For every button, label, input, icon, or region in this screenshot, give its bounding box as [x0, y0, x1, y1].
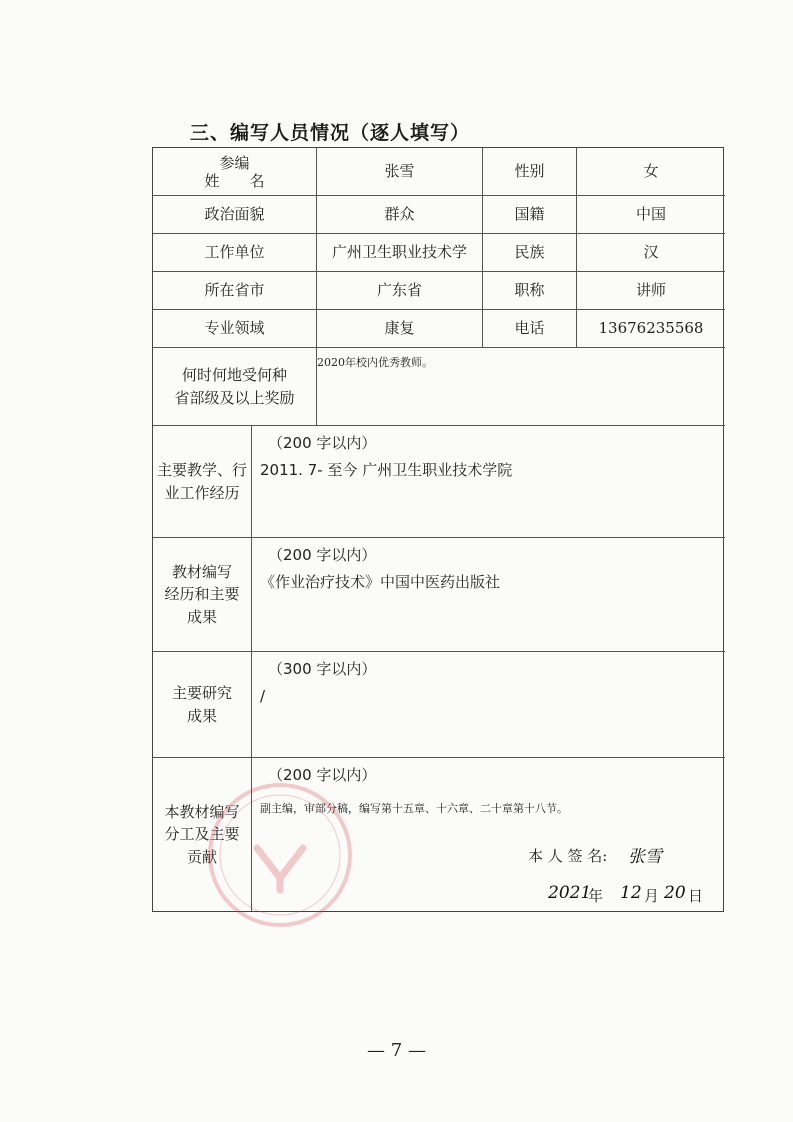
research-hint: （300 字以内）: [268, 660, 377, 678]
phone-value: 13676235568: [577, 310, 725, 348]
title-value: 讲师: [577, 272, 725, 310]
signature-day: 20: [664, 883, 686, 903]
personnel-table: [152, 147, 724, 912]
signature-year-char: 年: [588, 887, 604, 905]
awards-label-line1: 何时何地受何种: [181, 366, 287, 384]
textbook-label-line2: 经历和主要: [164, 585, 240, 604]
gender-value: 女: [577, 148, 725, 196]
experience-label-line1: 主要教学、行: [156, 461, 247, 479]
textbook-label-cell: [153, 538, 252, 652]
contribution-label-line1: 本教材编写: [164, 802, 240, 821]
textbook-hint: （200 字以内）: [268, 546, 377, 564]
nationality-label: 国籍: [483, 196, 577, 234]
research-label-cell: [153, 652, 252, 758]
contribution-label-line3: 贡献: [186, 847, 217, 866]
awards-value: 2020年校内优秀教师。: [317, 356, 433, 369]
signature-day-char: 日: [688, 887, 704, 905]
experience-value: 2011. 7- 至今 广州卫生职业技术学院: [260, 460, 513, 479]
contribution-label-line2: 分工及主要: [164, 825, 240, 844]
experience-value-cell: [252, 426, 725, 538]
nationality-value: 中国: [577, 196, 725, 234]
textbook-label-line3: 成果: [186, 607, 217, 626]
political-value: 群众: [317, 196, 483, 234]
political-label: 政治面貌: [153, 196, 317, 234]
province-value: 广东省: [317, 272, 483, 310]
contribution-hint: （200 字以内）: [268, 766, 377, 784]
experience-hint: （200 字以内）: [268, 434, 377, 452]
signature-month-char: 月: [644, 887, 660, 905]
name-value: 张雪: [317, 148, 483, 196]
textbook-value: 《作业治疗技术》中国中医药出版社: [260, 572, 501, 591]
textbook-value-cell: [252, 538, 725, 652]
research-label-line1: 主要研究: [171, 684, 232, 702]
contribution-label-cell: [153, 758, 252, 911]
name-label-cell: [153, 148, 317, 196]
experience-label-line2: 业工作经历: [164, 483, 240, 502]
ethnicity-label: 民族: [483, 234, 577, 272]
textbook-label-line1: 教材编写: [171, 562, 232, 581]
province-label: 所在省市: [153, 272, 317, 310]
field-value: 康复: [317, 310, 483, 348]
workplace-label: 工作单位: [153, 234, 317, 272]
page-number: — 7 —: [367, 1040, 426, 1061]
awards-label-line2: 省部级及以上奖励: [174, 388, 295, 407]
research-label-line2: 成果: [186, 706, 217, 725]
section-heading: 三、编写人员情况（逐人填写）: [190, 122, 471, 144]
workplace-value: 广州卫生职业技术学: [317, 234, 483, 272]
awards-value-cell: [317, 348, 725, 426]
signature-month: 12: [620, 883, 642, 903]
signature-name: 张雪: [628, 847, 662, 867]
awards-label-cell: [153, 348, 317, 426]
research-value: /: [260, 686, 266, 705]
ethnicity-value: 汉: [577, 234, 725, 272]
name-label: 姓 名: [204, 171, 265, 190]
signature-label: 本 人 签 名:: [528, 847, 608, 865]
signature-year: 2021: [548, 883, 592, 903]
contribution-value: 副主编，审部分稿，编写第十五章、十六章、二十章第十八节。: [260, 801, 568, 815]
gender-label: 性别: [483, 148, 577, 196]
research-value-cell: [252, 652, 725, 758]
field-label: 专业领域: [153, 310, 317, 348]
title-label: 职称: [483, 272, 577, 310]
name-label-top: 参编: [219, 153, 250, 172]
phone-label: 电话: [483, 310, 577, 348]
experience-label-cell: [153, 426, 252, 538]
